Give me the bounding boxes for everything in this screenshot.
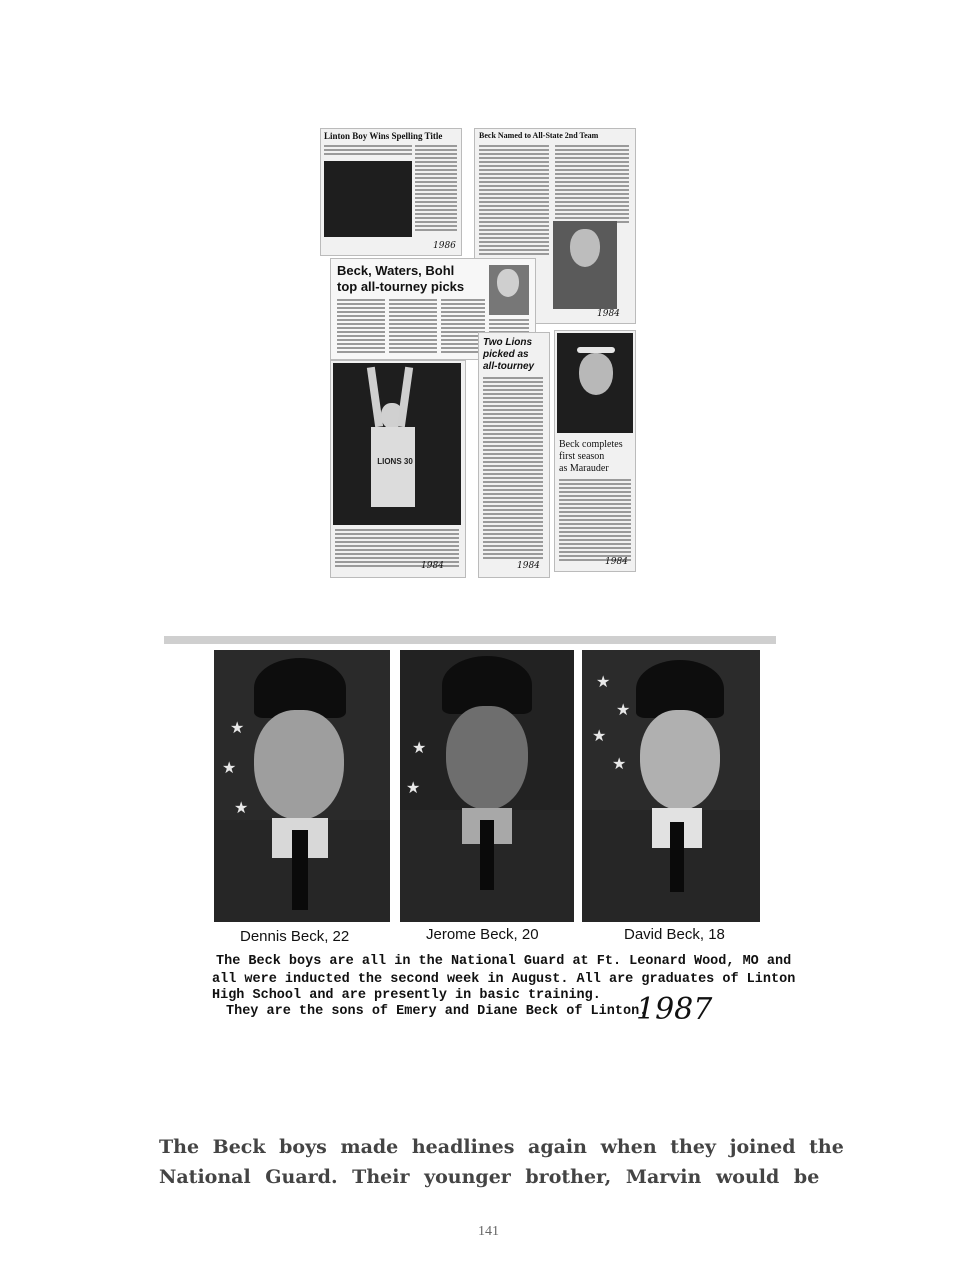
body-text-line-1: The Beck boys made headlines again when they joined the — [159, 1136, 844, 1158]
soldier-photo-dennis — [214, 650, 390, 922]
soldier-face — [446, 706, 528, 810]
spelling-headline: Linton Boy Wins Spelling Title — [324, 131, 443, 141]
caption-line-1: The Beck boys are all in the National Guard at Ft. Leonard Wood, MO and — [216, 954, 792, 969]
soldier-tie — [292, 830, 308, 910]
soldier-tie — [670, 822, 684, 892]
spelling-clipping — [320, 128, 462, 256]
caption-line-4: They are the sons of Emery and Diane Beck of Linton. — [226, 1004, 648, 1019]
caption-line-2: all were inducted the second week in August. All are graduates of Linton — [212, 972, 796, 987]
marauder-year: 1984 — [605, 557, 628, 567]
soldier-face — [640, 710, 720, 810]
handwritten-year: 1987 — [636, 992, 713, 1027]
flag-star-icon: ★ — [406, 778, 421, 797]
clipping-collage — [318, 126, 638, 578]
flag-star-icon: ★ — [412, 738, 427, 757]
twolions-year: 1984 — [517, 561, 540, 571]
marauder-clipping — [554, 330, 636, 572]
flag-star-icon: ★ — [222, 758, 237, 777]
twolions-headline-1: Two Lions — [483, 337, 533, 348]
spelling-year: 1986 — [433, 241, 456, 251]
soldier-photo-jerome — [400, 650, 574, 922]
flag-star-icon: ★ — [234, 798, 249, 817]
soldier-name-jerome: Jerome Beck, 20 — [426, 926, 539, 943]
basketball-jersey: LIONS 30 — [377, 457, 413, 466]
caption-line-3: High School and are presently in basic training. — [212, 988, 601, 1003]
twolions-clipping — [478, 332, 550, 578]
basketball-clipping — [330, 360, 466, 578]
soldier-name-dennis: Dennis Beck, 22 — [240, 928, 350, 945]
alltourney-headline-2: top all-tourney picks — [337, 279, 465, 294]
allstate-year: 1984 — [597, 309, 620, 319]
marauder-headline-2: first season — [559, 451, 605, 462]
allstate-headline: Beck Named to All-State 2nd Team — [479, 131, 599, 140]
alltourney-headline-1: Beck, Waters, Bohl — [337, 263, 455, 278]
national-guard-clipping — [164, 636, 796, 1088]
marauder-headline-3: as Marauder — [559, 463, 609, 474]
flag-star-icon: ★ — [612, 754, 627, 773]
flag-star-icon: ★ — [230, 718, 245, 737]
flag-star-icon: ★ — [616, 700, 631, 719]
soldier-photo-david — [582, 650, 760, 922]
body-text-line-2: National Guard. Their younger brother, Marvin would be — [159, 1166, 820, 1188]
flag-star-icon: ★ — [596, 672, 611, 691]
basketball-year: 1984 — [421, 561, 444, 571]
soldier-face — [254, 710, 344, 820]
spelling-photo — [324, 161, 412, 237]
flag-star-icon: ★ — [592, 726, 607, 745]
marauder-headline-1: Beck completes — [559, 439, 623, 450]
soldier-tie — [480, 820, 494, 890]
soldier-name-david: David Beck, 18 — [624, 926, 725, 943]
twolions-headline-2: picked as — [483, 349, 529, 360]
garrison-cap — [254, 658, 346, 718]
page-number: 141 — [478, 1224, 499, 1239]
twolions-headline-3: all-tourney — [483, 361, 535, 372]
